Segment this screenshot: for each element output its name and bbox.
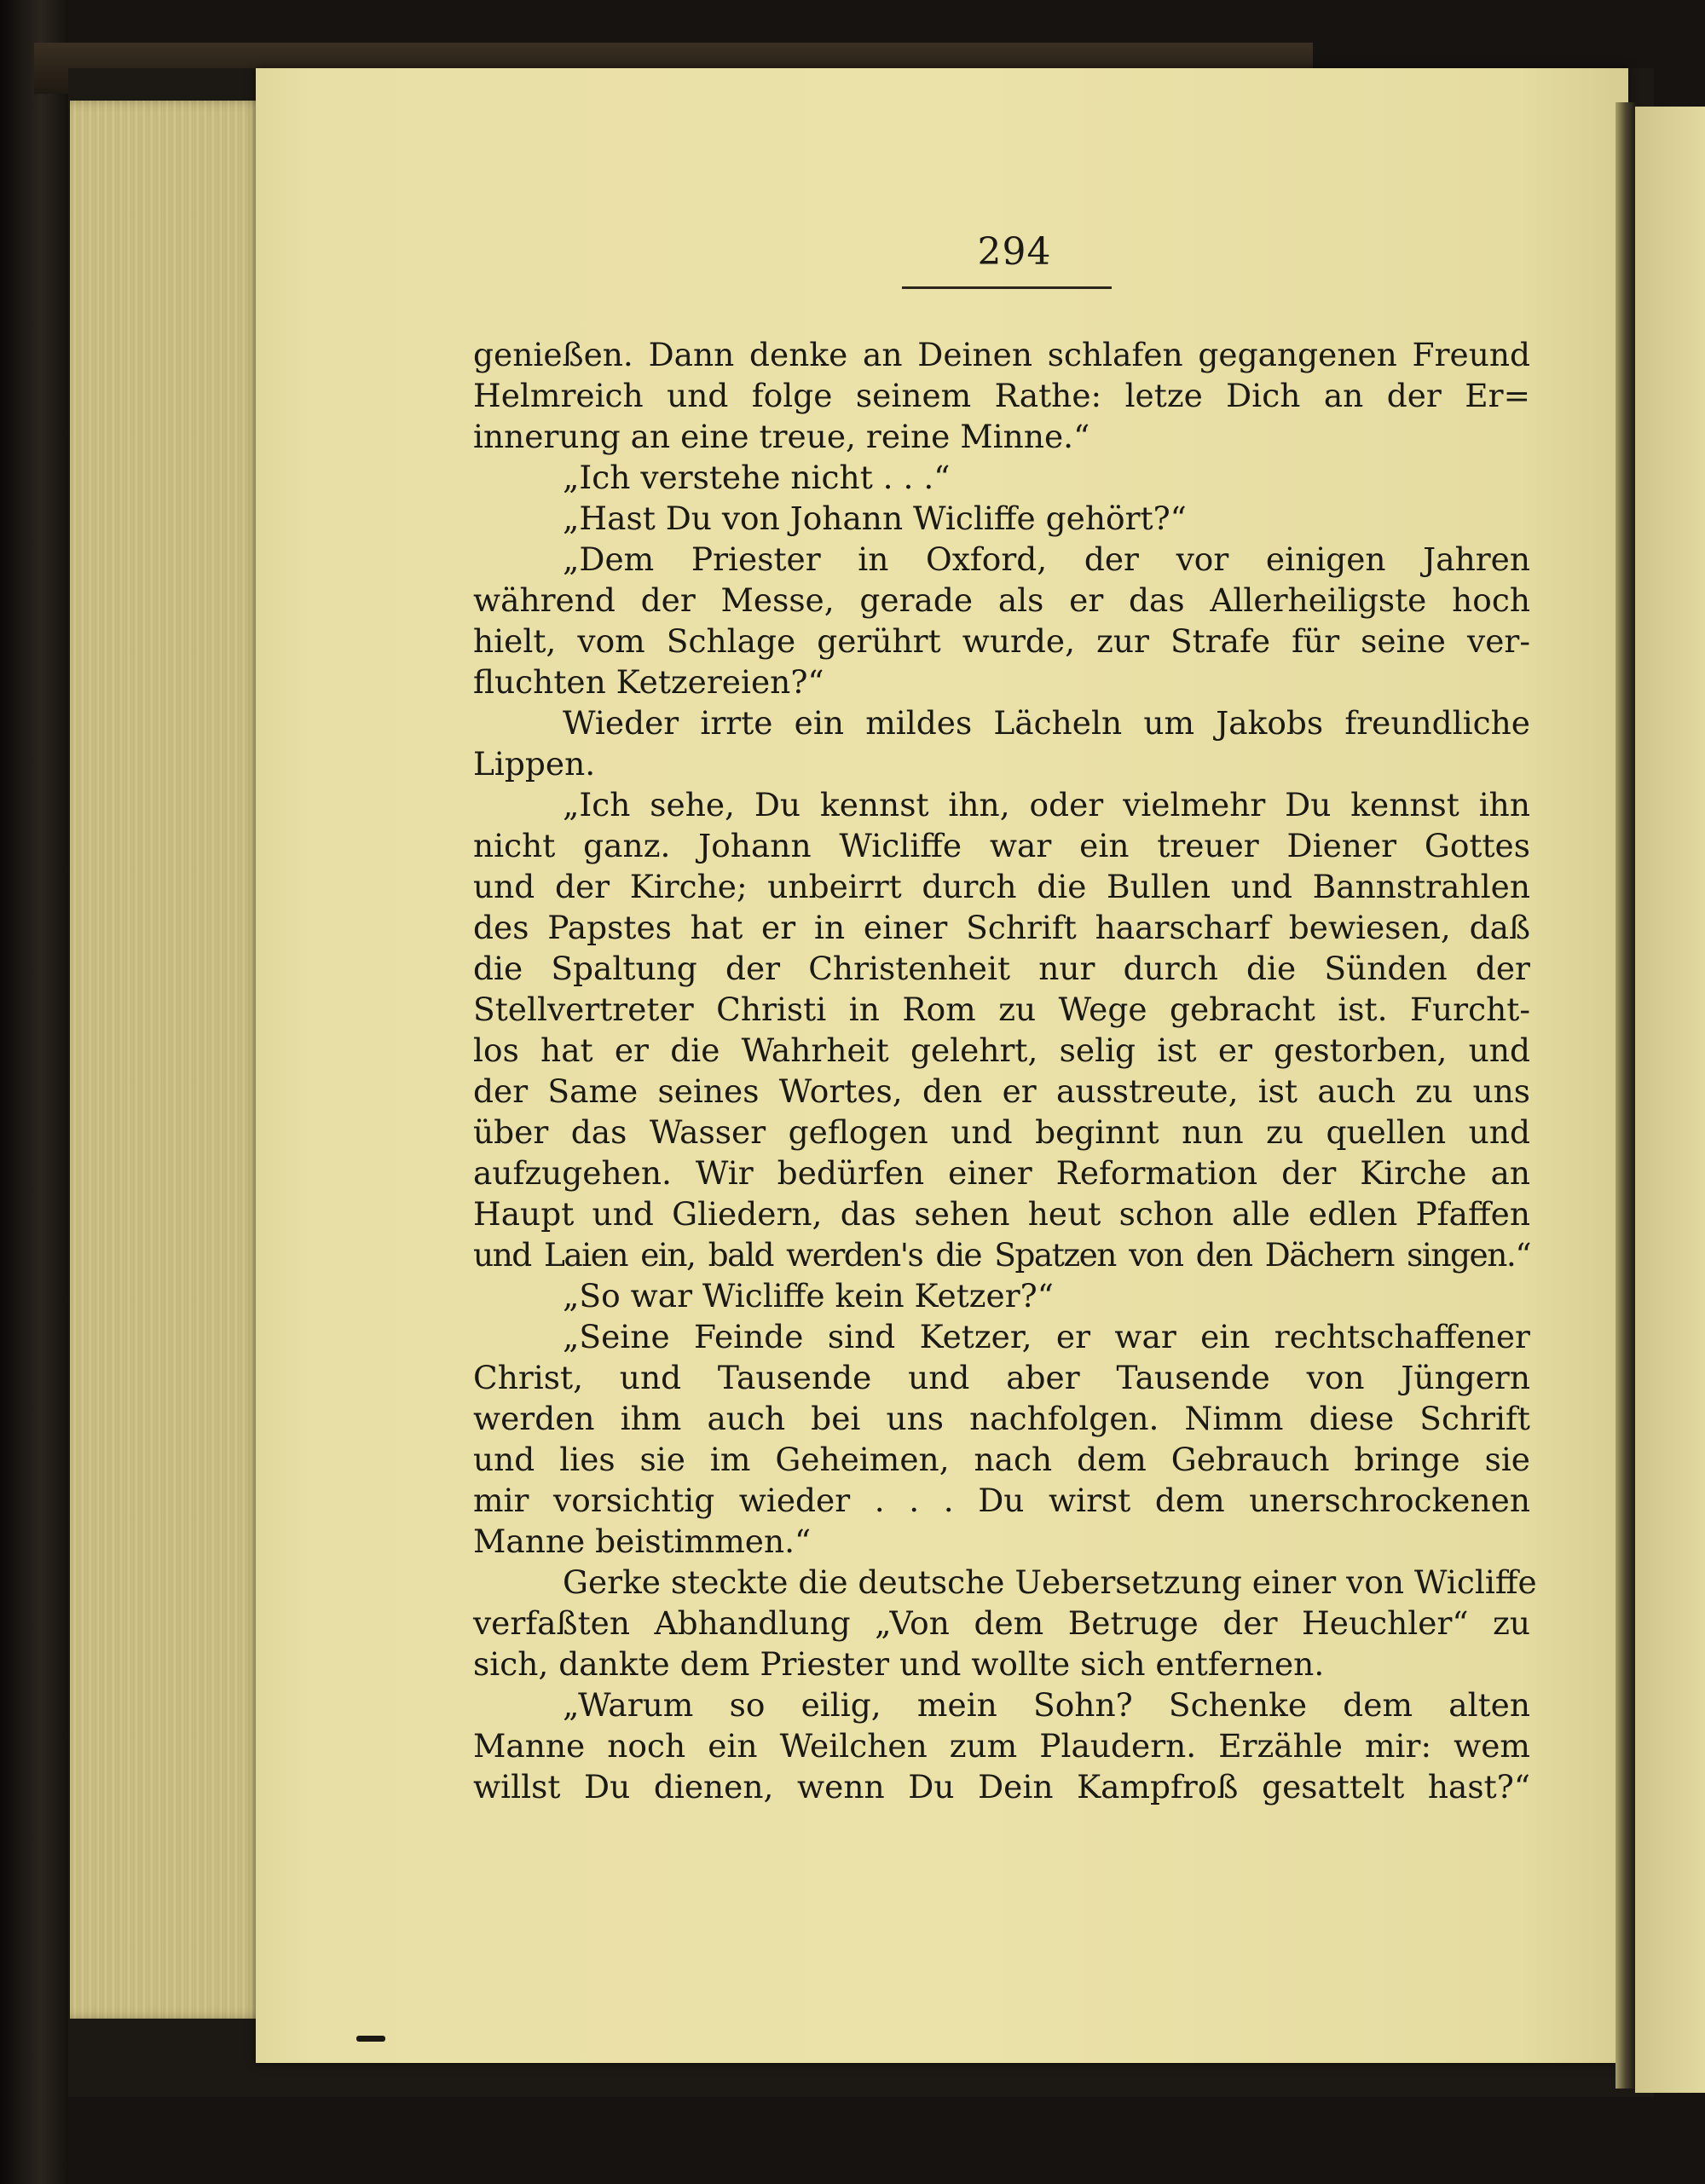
facing-page-edge [1635, 107, 1705, 2093]
text-line: willst Du dienen, wenn Du Dein Kampfroß gesattelt hast?“ [473, 1768, 1530, 1806]
text-line: während der Messe, gerade als er das Allerheiligste hoch [473, 581, 1530, 619]
text-line: Christ, und Tausende und aber Tausende von Jüngern [473, 1359, 1530, 1396]
text-line: „Ich verstehe nicht . . .“ [563, 459, 951, 496]
text-line: und Laien ein, bald werden's die Spatzen von den Dächern singen.“ [473, 1236, 1530, 1274]
text-line: „So war Wicliffe kein Ketzer?“ [563, 1277, 1054, 1314]
text-line: „Seine Feinde sind Ketzer, er war ein rechtschaffener [563, 1318, 1530, 1355]
text-line: des Papstes hat er in einer Schrift haarscharf bewiesen, daß [473, 909, 1530, 946]
text-line: und der Kirche; unbeirrt durch die Bullen und Bannstrahlen [473, 868, 1530, 905]
text-line: Haupt und Gliedern, das sehen heut schon alle edlen Pfaffen [473, 1195, 1530, 1233]
text-line: der Same seines Wortes, den er ausstreute, ist auch zu uns [473, 1072, 1530, 1110]
text-line: Stellvertreter Christi in Rom zu Wege gebracht ist. Furcht- [473, 991, 1530, 1028]
text-line: werden ihm auch bei uns nachfolgen. Nimm diese Schrift [473, 1400, 1530, 1437]
text-line: Manne noch ein Weilchen zum Plaudern. Erzähle mir: wem [473, 1727, 1530, 1765]
binding-edge [0, 0, 68, 2184]
text-line: über das Wasser geflogen und beginnt nun zu quellen und [473, 1113, 1530, 1151]
page-stack-edge [70, 101, 266, 2019]
text-line: genießen. Dann denke an Deinen schlafen gegangenen Freund [473, 336, 1530, 373]
header-rule [902, 286, 1112, 289]
text-line: verfaßten Abhandlung „Von dem Betruge der Heuchler“ zu [473, 1604, 1530, 1642]
text-line: die Spaltung der Christenheit nur durch die Sünden der [473, 950, 1530, 987]
text-line: hielt, vom Schlage gerührt wurde, zur Strafe für seine ver- [473, 622, 1530, 660]
text-line: Lippen. [473, 745, 596, 783]
text-line: fluchten Ketzereien?“ [473, 663, 824, 701]
text-line: sich, dankte dem Priester und wollte sich entfernen. [473, 1645, 1325, 1683]
text-line: Wieder irrte ein mildes Lächeln um Jakobs freundliche [563, 704, 1530, 742]
text-line: innerung an eine treue, reine Minne.“ [473, 418, 1090, 455]
body-text [473, 334, 1537, 1807]
text-line: Gerke steckte die deutsche Uebersetzung einer von Wicliffe [563, 1563, 1537, 1601]
ink-mark [356, 2036, 385, 2042]
text-line: Helmreich und folge seinem Rathe: letze Dich an der Er= [473, 377, 1530, 414]
text-line: Manne beistimmen.“ [473, 1522, 812, 1560]
text-line: nicht ganz. Johann Wicliffe war ein treuer Diener Gottes [473, 827, 1530, 864]
text-line: „Dem Priester in Oxford, der vor einigen Jahren [563, 540, 1530, 578]
text-line: „Ich sehe, Du kennst ihn, oder vielmehr Du kennst ihn [563, 786, 1530, 823]
text-line: und lies sie im Geheimen, nach dem Gebrauch bringe sie [473, 1441, 1530, 1478]
text-line: „Warum so eilig, mein Sohn? Schenke dem alten [563, 1686, 1530, 1724]
text-line: mir vorsichtig wieder . . . Du wirst dem unerschrockenen [473, 1482, 1530, 1519]
page-gutter [1615, 102, 1636, 2089]
text-line: los hat er die Wahrheit gelehrt, selig ist er gestorben, und [473, 1031, 1530, 1069]
text-line: aufzugehen. Wir bedürfen einer Reformation der Kirche an [473, 1154, 1530, 1192]
page-number: 294 [977, 230, 1052, 274]
text-line: „Hast Du von Johann Wicliffe gehört?“ [563, 500, 1187, 537]
